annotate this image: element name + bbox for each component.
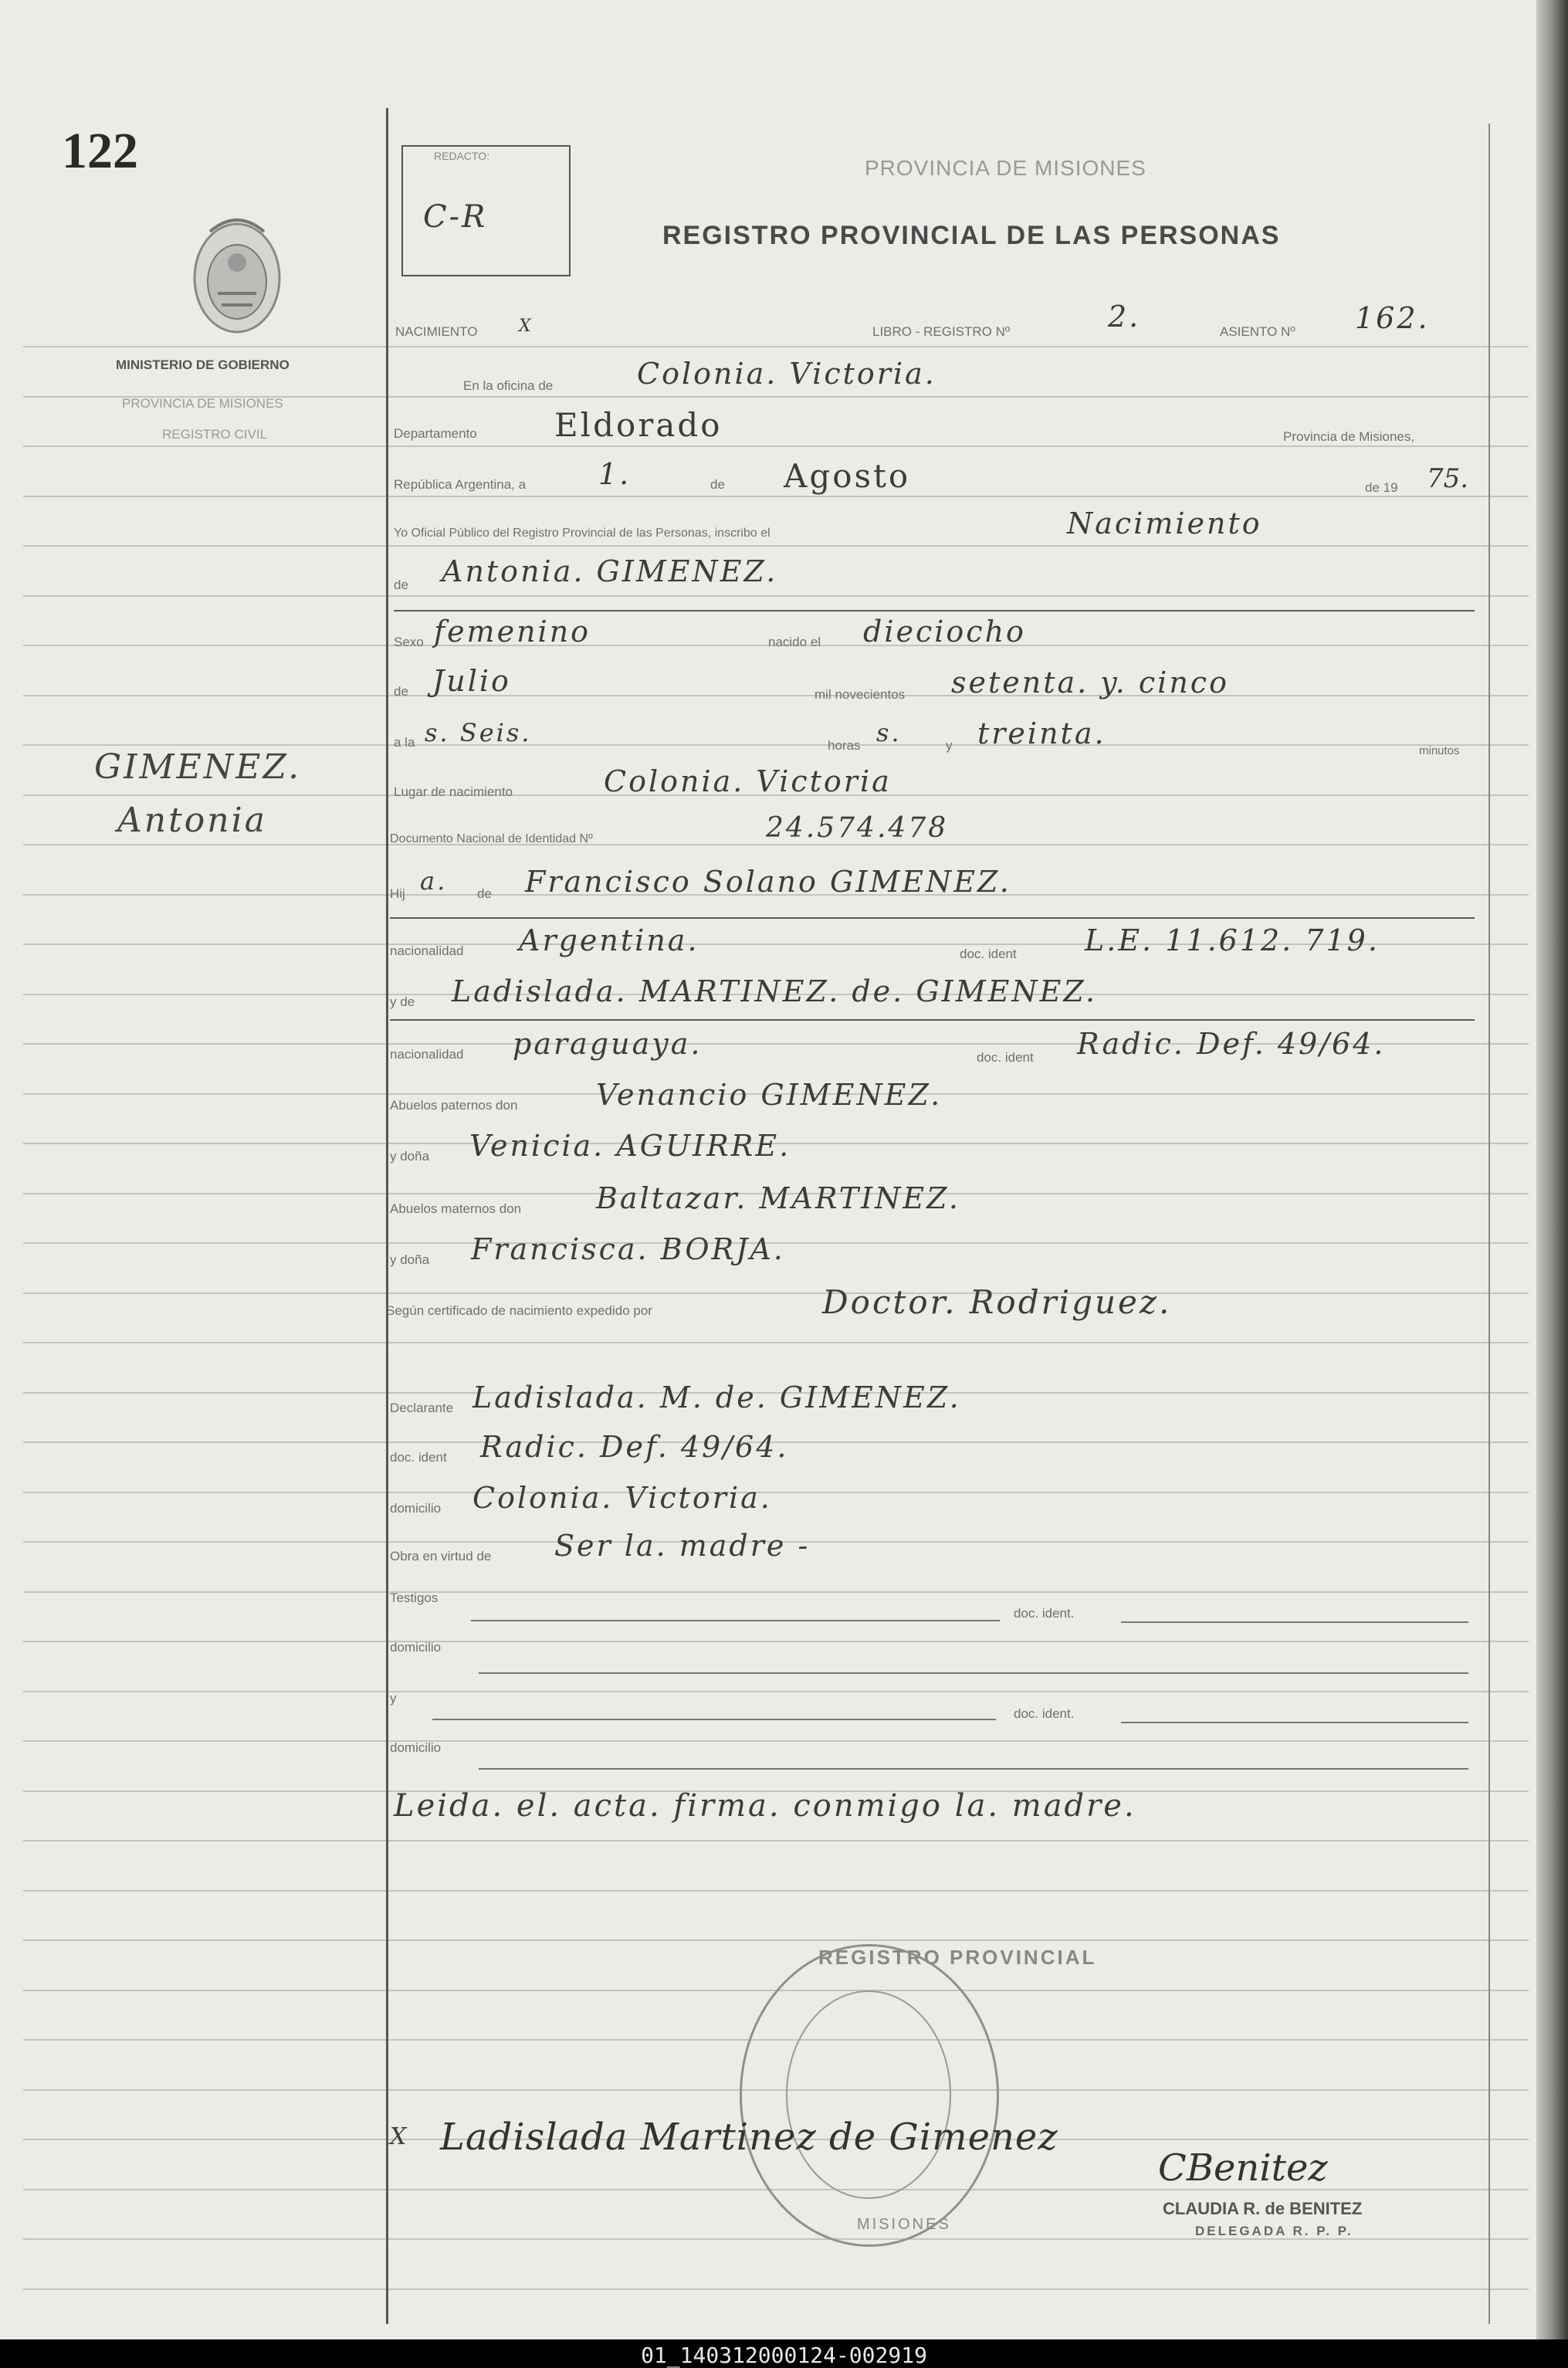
- de-nombre-label: de: [394, 578, 408, 592]
- doc-decl-label: doc. ident: [390, 1450, 447, 1465]
- domicilio-label: domicilio: [390, 1501, 442, 1516]
- redacto-value: C-R: [423, 199, 488, 235]
- mes-label: de: [394, 684, 408, 699]
- ruled-line: [23, 445, 1529, 447]
- ruled-line: [23, 2288, 1529, 2290]
- official-seal-inner: [786, 1990, 951, 2199]
- anio-value: 75.: [1427, 463, 1469, 494]
- horas-label: horas: [828, 738, 861, 753]
- testigo-doc-label: doc. ident.: [1014, 1606, 1075, 1621]
- y-testigo-label: y: [390, 1691, 397, 1706]
- oficial-value: Nacimiento: [1067, 506, 1262, 540]
- obra-label: Obra en virtud de: [390, 1549, 492, 1563]
- abuelo-mat-value: Baltazar. MARTINEZ.: [596, 1181, 960, 1215]
- testigo2-doc-line: [1121, 1722, 1468, 1723]
- oficial-text: Yo Oficial Público del Registro Provincial de las Personas, inscribo el: [394, 527, 770, 540]
- nacido-value: dieciocho: [863, 615, 1026, 649]
- abuela-pat-label: y doña: [390, 1149, 430, 1164]
- doc-madre-value: Radic. Def. 49/64.: [1077, 1027, 1386, 1061]
- footer-bar: [0, 2339, 1568, 2368]
- ruled-line: [23, 595, 1529, 597]
- book-edge: [1536, 0, 1568, 2339]
- nac-madre-value: paraguaya.: [513, 1027, 703, 1061]
- madre-underline: [390, 1019, 1475, 1021]
- hora-value: s. Seis.: [425, 718, 532, 747]
- testigo2-doc-label: doc. ident.: [1014, 1706, 1075, 1721]
- obra-value: Ser la. madre -: [554, 1529, 811, 1563]
- registry-title: REGISTRO PROVINCIAL DE LAS PERSONAS: [662, 221, 1281, 250]
- nacido-label: nacido el: [768, 635, 821, 649]
- sexo-value: femenino: [434, 615, 591, 649]
- ruled-line: [23, 496, 1529, 497]
- ruled-line: [23, 1492, 1529, 1493]
- testigo2-line: [432, 1719, 996, 1720]
- minutos-value: treinta.: [977, 716, 1106, 750]
- coat-of-arms-icon: [179, 208, 295, 340]
- ruled-line: [23, 1939, 1529, 1941]
- ruled-line: [23, 1641, 1529, 1642]
- padre-de-label: de: [477, 886, 492, 901]
- ruled-line: [23, 695, 1529, 696]
- ruled-line: [23, 1740, 1529, 1742]
- official-name: CLAUDIA R. de BENITEZ: [1163, 2199, 1363, 2218]
- certificado-value: Doctor. Rodriguez.: [822, 1283, 1172, 1321]
- oficina-value: Colonia. Victoria.: [637, 357, 936, 391]
- ministry-label: MINISTERIO DE GOBIERNO: [116, 357, 290, 372]
- nac-madre-label: nacionalidad: [390, 1047, 464, 1062]
- anio-prefix: de 19: [1365, 480, 1398, 495]
- lugar-label: Lugar de nacimiento: [394, 784, 513, 799]
- certificado-label: Según certificado de nacimiento expedido por: [386, 1303, 652, 1318]
- testigos-label: Testigos: [390, 1591, 439, 1605]
- departamento-value: Eldorado: [554, 406, 723, 444]
- republica-label: República Argentina, a: [394, 477, 527, 492]
- declarant-mark: X: [390, 2123, 409, 2150]
- ruled-line: [23, 1890, 1529, 1892]
- margin-surname: GIMENEZ.: [94, 747, 302, 787]
- doc-decl-value: Radic. Def. 49/64.: [480, 1430, 789, 1464]
- ruled-line: [23, 545, 1529, 547]
- ruled-line: [23, 1591, 1529, 1593]
- declarant-signature: Ladislada Martinez de Gimenez: [440, 2116, 1058, 2159]
- hijo-suffix: a.: [420, 866, 448, 896]
- hijo-label: Hij: [390, 886, 405, 901]
- ruled-line: [23, 1292, 1529, 1294]
- madre-value: Ladislada. MARTINEZ. de. GIMENEZ.: [452, 974, 1098, 1008]
- testigo-line: [471, 1620, 1000, 1621]
- libro-value: 2.: [1108, 300, 1141, 334]
- abuela-mat-label: y doña: [390, 1252, 430, 1267]
- declarante-value: Ladislada. M. de. GIMENEZ.: [472, 1380, 961, 1414]
- margin-given-name: Antonia: [117, 801, 267, 840]
- lugar-value: Colonia. Victoria: [604, 764, 892, 798]
- dni-label: Documento Nacional de Identidad Nº: [390, 832, 593, 845]
- libro-label: LIBRO - REGISTRO Nº: [872, 324, 1011, 339]
- ruled-line: [23, 1342, 1529, 1343]
- minutos-label: minutos: [1419, 744, 1460, 757]
- nac-padre-value: Argentina.: [519, 923, 699, 957]
- ruled-line: [23, 744, 1529, 746]
- abuela-pat-value: Venicia. AGUIRRE.: [469, 1129, 791, 1163]
- asiento-value: 162.: [1355, 301, 1430, 335]
- oficina-label: En la oficina de: [463, 378, 554, 393]
- abuelo-pat-value: Venancio GIMENEZ.: [596, 1078, 943, 1112]
- ruled-line: [23, 844, 1529, 845]
- fecha-dia: 1.: [598, 457, 632, 491]
- official-signature: CBenitez: [1158, 2146, 1328, 2190]
- madre-label: y de: [390, 994, 415, 1009]
- seal-text-top: REGISTRO PROVINCIAL: [818, 1946, 1097, 1969]
- ruled-line: [23, 1691, 1529, 1692]
- ruled-line: [23, 346, 1529, 347]
- nombre-value: Antonia. GIMENEZ.: [442, 554, 778, 588]
- departamento-label: Departamento: [394, 426, 477, 441]
- testigo2-dom-line: [479, 1768, 1468, 1770]
- declarante-label: Declarante: [390, 1401, 454, 1415]
- nac-padre-label: nacionalidad: [390, 943, 464, 958]
- footer-id: 01_140312000124-002919: [641, 2343, 927, 2368]
- official-role: DELEGADA R. P. P.: [1195, 2224, 1353, 2238]
- sexo-label: Sexo: [394, 635, 424, 649]
- page-number: 122: [62, 123, 138, 179]
- fecha-mes: Agosto: [784, 457, 911, 495]
- mil-label: mil novecientos: [814, 687, 906, 702]
- domicilio-value: Colonia. Victoria.: [472, 1481, 772, 1515]
- testigo-dom-line: [479, 1672, 1468, 1674]
- ministry-registry: REGISTRO CIVIL: [162, 427, 268, 442]
- abuelos-mat-label: Abuelos maternos don: [390, 1201, 522, 1216]
- nacimiento-label: NACIMIENTO: [395, 324, 478, 339]
- mes-value: Julio: [432, 664, 511, 698]
- province-header: PROVINCIA DE MISIONES: [865, 156, 1146, 180]
- right-margin-line: [1488, 124, 1490, 2324]
- y-label: y: [946, 738, 953, 753]
- lectura-value: Leida. el. acta. firma. conmigo la. madre.: [394, 1788, 1136, 1824]
- hora-label: a la: [394, 735, 415, 750]
- nacimiento-mark: X: [519, 317, 533, 336]
- de-label: de: [710, 477, 725, 492]
- margin-line: [386, 108, 388, 2324]
- nombre-underline: [394, 610, 1475, 611]
- asiento-label: ASIENTO Nº: [1220, 324, 1295, 339]
- abuelos-pat-label: Abuelos paternos don: [390, 1098, 518, 1113]
- testigo-doc-line: [1121, 1621, 1468, 1623]
- padre-underline: [390, 917, 1475, 919]
- redacto-label: REDACTO:: [434, 150, 490, 162]
- ministry-province: PROVINCIA DE MISIONES: [122, 396, 283, 411]
- provincia-suffix: Provincia de Misiones,: [1283, 429, 1415, 444]
- testigo2-dom-label: domicilio: [390, 1740, 442, 1755]
- doc-madre-label: doc. ident: [977, 1050, 1034, 1065]
- margin-note: [94, 747, 301, 840]
- abuela-mat-value: Francisca. BORJA.: [471, 1232, 785, 1266]
- ruled-line: [23, 1840, 1529, 1841]
- mil-value: setenta. y. cinco: [951, 666, 1229, 700]
- doc-padre-label: doc. ident: [960, 947, 1017, 961]
- doc-padre-value: L.E. 11.612. 719.: [1085, 923, 1380, 957]
- dni-value: 24.574.478: [766, 812, 949, 844]
- testigo-dom-label: domicilio: [390, 1640, 442, 1655]
- seal-text-bottom: MISIONES: [857, 2216, 951, 2233]
- horas-value: s.: [876, 718, 902, 747]
- padre-value: Francisco Solano GIMENEZ.: [525, 865, 1011, 899]
